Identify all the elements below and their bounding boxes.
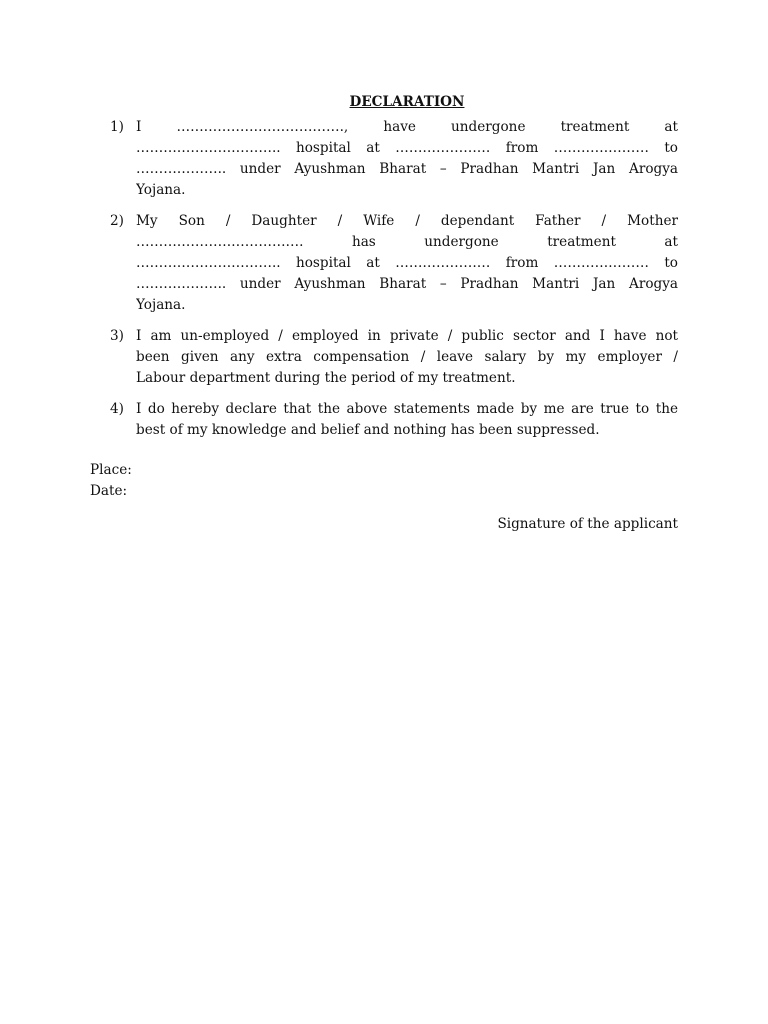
- date-label: Date:: [90, 483, 128, 499]
- item-number: 2): [110, 213, 124, 229]
- item-text-line: I do hereby declare that the above statements made by me are true to the: [136, 401, 678, 417]
- item-text-line: My Son / Daughter / Wife / dependant Father / Mother: [136, 213, 678, 229]
- item-number: 4): [110, 401, 124, 417]
- declaration-item: [110, 117, 678, 201]
- item-text-line: ………………………….. hospital at ………………… from ………………… to: [136, 255, 678, 271]
- place-date-block: [90, 460, 132, 502]
- item-number: 3): [110, 328, 124, 344]
- item-text-line: ……………….. under Ayushman Bharat – Pradhan Mantri Jan Arogya: [136, 276, 678, 292]
- item-text: [136, 326, 678, 389]
- declaration-item: [110, 399, 678, 441]
- item-text-line: ………………………….. hospital at ………………… from ………………… to: [136, 140, 678, 156]
- item-text: [136, 117, 678, 201]
- item-text: [136, 211, 678, 316]
- declaration-list: [110, 117, 678, 441]
- item-text-line: ……………….. under Ayushman Bharat – Pradhan Mantri Jan Arogya: [136, 161, 678, 177]
- item-text-line: I ………………………………., have undergone treatment at: [136, 119, 678, 135]
- item-text-line: Yojana.: [136, 182, 186, 198]
- item-text-line: I am un-employed / employed in private / public sector and I have not: [136, 328, 678, 344]
- item-number: 1): [110, 119, 124, 135]
- declaration-item: [110, 326, 678, 389]
- place-label: Place:: [90, 462, 132, 478]
- item-text: [136, 399, 678, 441]
- signature-label: Signature of the applicant: [497, 516, 678, 532]
- item-text-line: been given any extra compensation / leave salary by my employer /: [136, 349, 678, 365]
- declaration-item: [110, 211, 678, 316]
- item-text-line: best of my knowledge and belief and nothing has been suppressed.: [136, 422, 600, 438]
- item-text-line: ………………………………. has undergone treatment at: [136, 234, 678, 250]
- item-text-line: Labour department during the period of my treatment.: [136, 370, 516, 386]
- item-text-line: Yojana.: [136, 297, 186, 313]
- document-title: DECLARATION: [349, 94, 465, 110]
